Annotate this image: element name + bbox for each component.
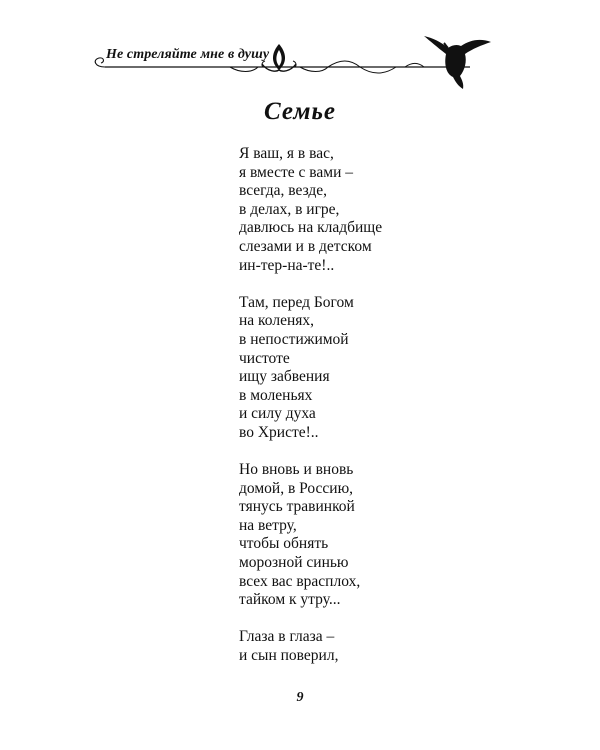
poem-line: Там, перед Богом: [239, 293, 354, 311]
poem-line: Глаза в глаза –: [239, 628, 335, 646]
poem-line: чистоте: [239, 349, 290, 367]
poem-line: всегда, везде,: [239, 182, 328, 200]
stanza: [239, 145, 382, 275]
poem-line: ин-тер-на-те!..: [239, 256, 335, 274]
poem-line: на ветру,: [239, 516, 297, 534]
poem-line: Но вновь и вновь: [239, 461, 354, 479]
page-number: 9: [296, 690, 304, 705]
poem-body: [239, 145, 382, 684]
poem-line: слезами и в детском: [239, 237, 372, 255]
poem-title: Семье: [264, 98, 336, 125]
bird-icon: [424, 36, 491, 89]
poem-line: всех вас врасплох,: [239, 572, 361, 590]
poem-line: чтобы обнять: [239, 535, 329, 553]
poem-line: тянусь травинкой: [239, 498, 355, 516]
running-header: [0, 0, 600, 100]
running-title: Не стреляйте мне в душу: [106, 47, 270, 62]
stanza: [239, 461, 382, 610]
poem-line: морозной синью: [239, 554, 349, 572]
header-ornament: [0, 0, 600, 100]
poem-line: я вместе с вами –: [239, 163, 354, 181]
poem-line: давлюсь на кладбище: [239, 219, 383, 237]
poem-line: в непостижимой: [239, 330, 349, 348]
stanza: [239, 294, 382, 443]
poem-line: в делах, в игре,: [239, 200, 340, 218]
poem-line: ищу забвения: [239, 368, 330, 386]
poem-line: в моленьях: [239, 386, 313, 404]
stanza: [239, 628, 382, 665]
poem-line: на коленях,: [239, 312, 315, 330]
poem-line: во Христе!..: [239, 423, 319, 441]
poem-line: и силу духа: [239, 405, 316, 423]
poem-line: тайком к утру...: [239, 591, 341, 609]
poem-line: домой, в Россию,: [239, 479, 354, 497]
poem-line: Я ваш, я в вас,: [239, 145, 334, 162]
poem-line: и сын поверил,: [239, 647, 339, 665]
